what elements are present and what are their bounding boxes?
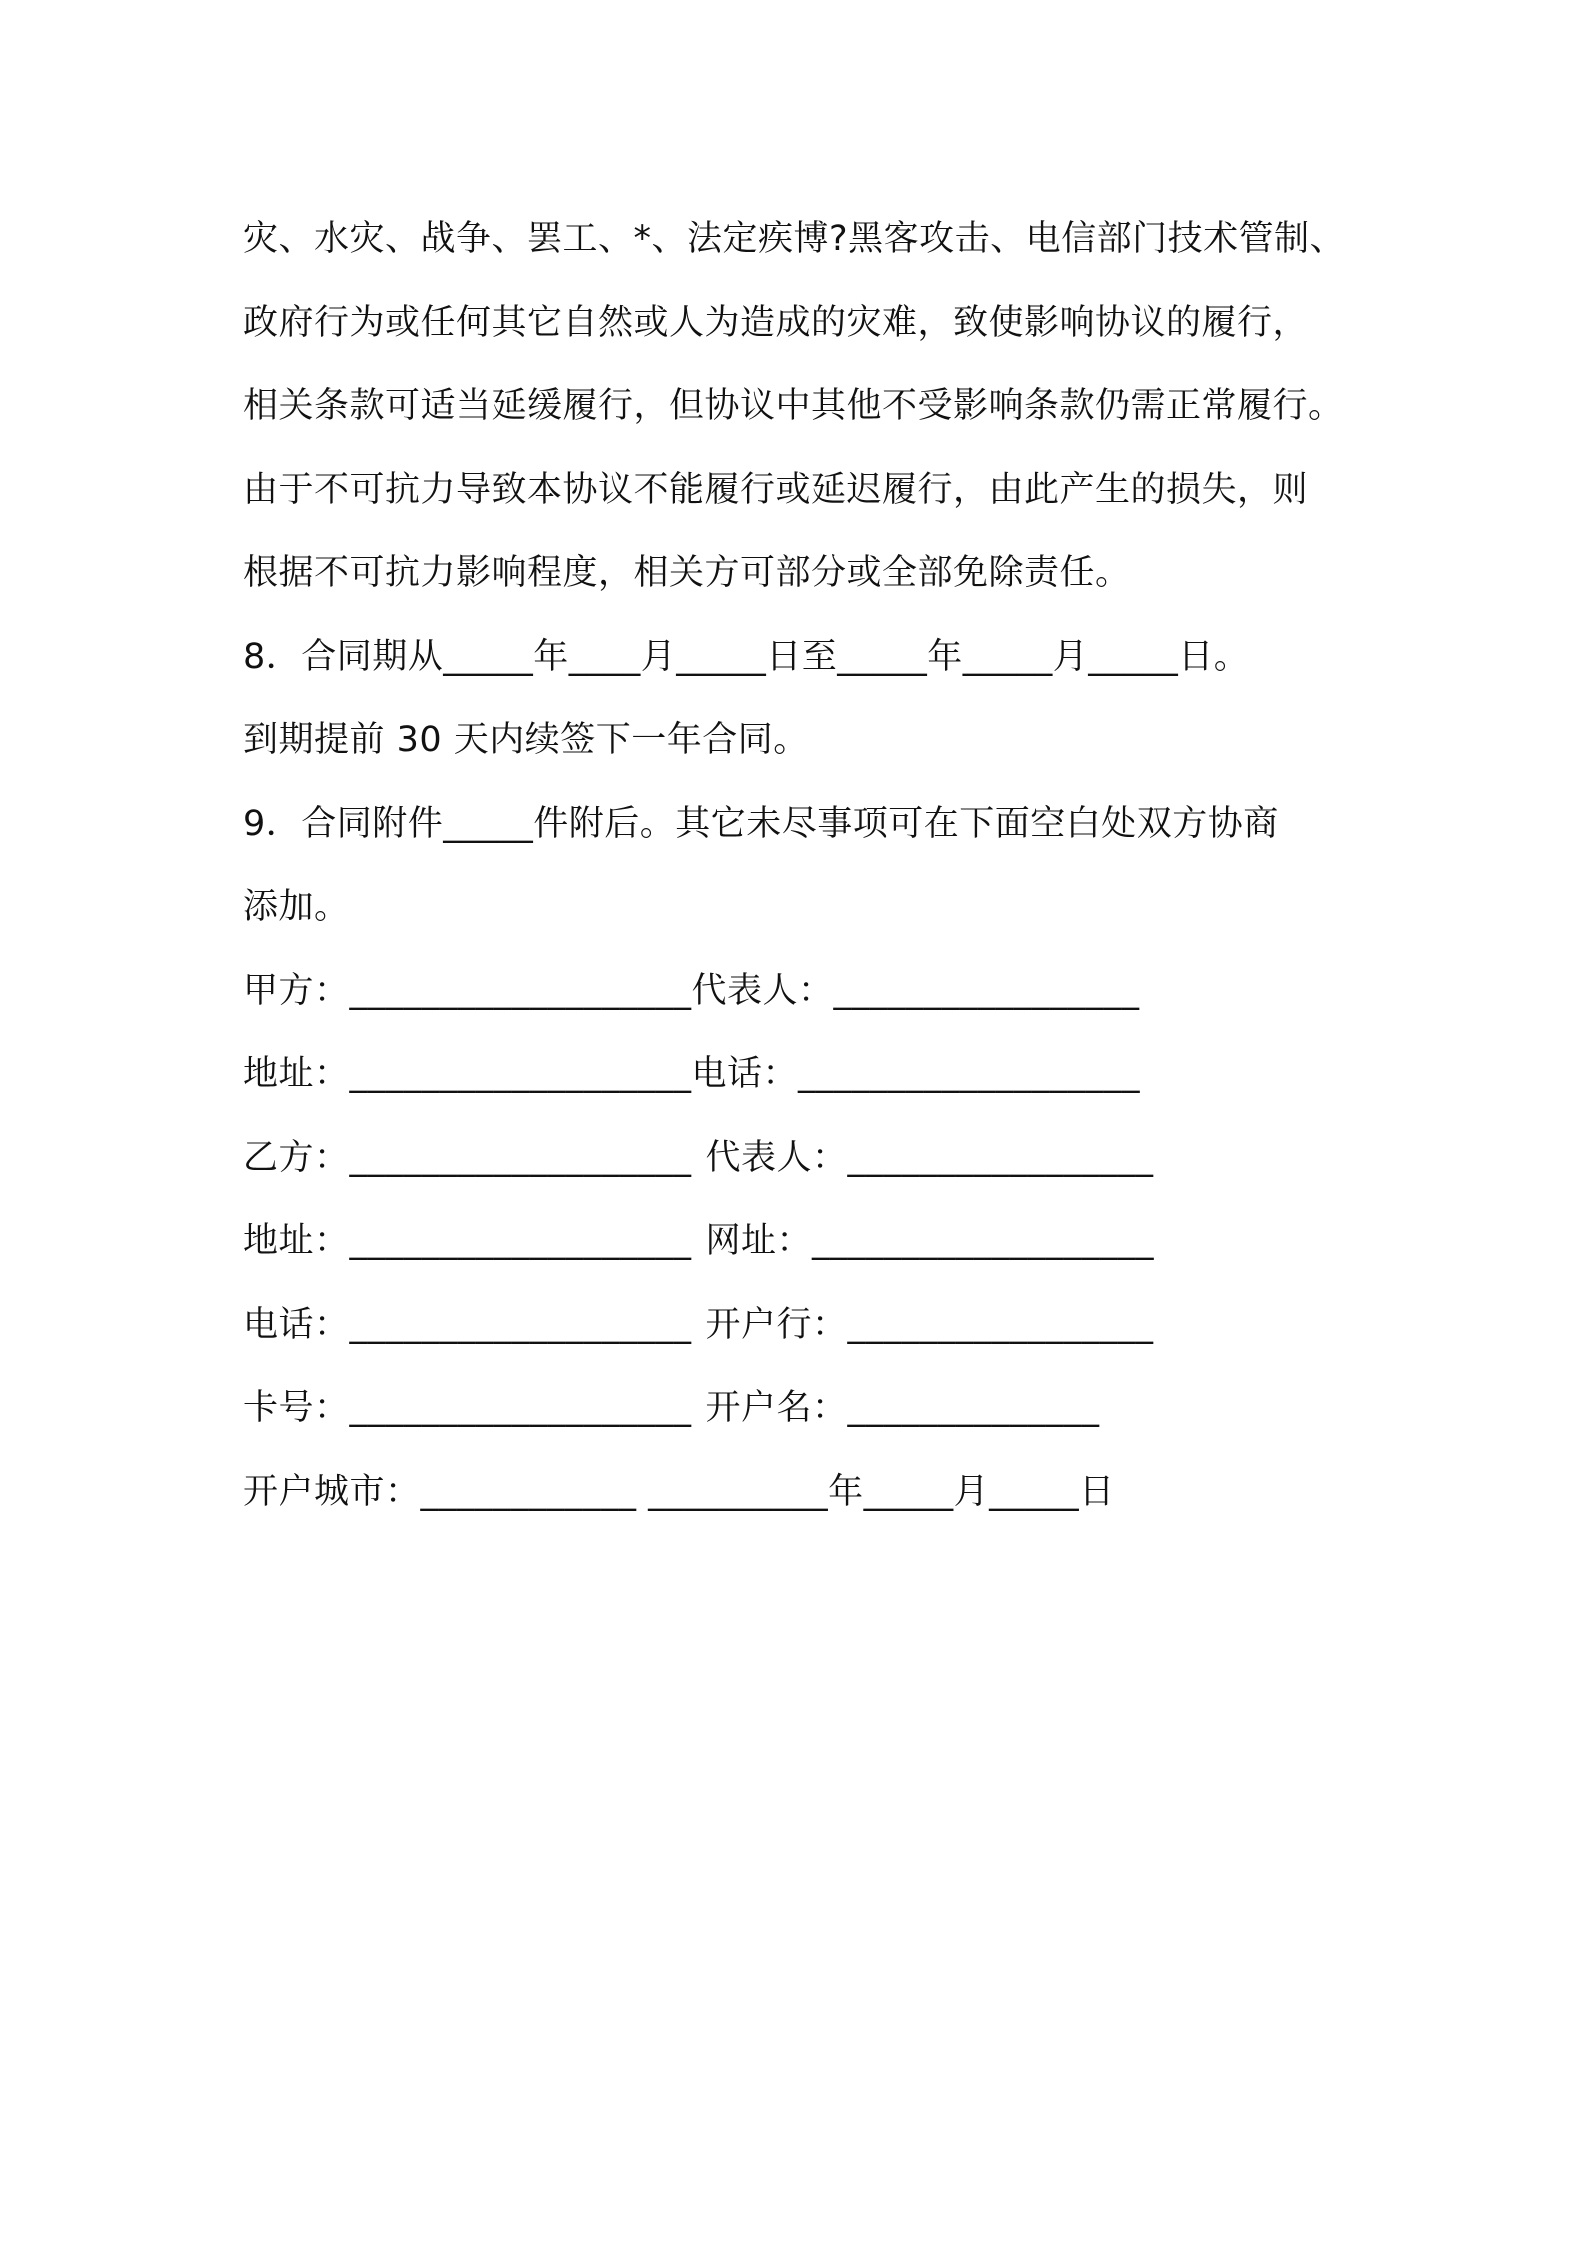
document-body [243,198,1403,1534]
party-a-name-line: 甲方：___________________代表人：_________________ [243,970,1140,1011]
party-b-card-line [243,1367,1403,1451]
force-majeure-line-5: 根据不可抗力影响程度，相关方可部分或全部免除责任。 [243,553,1131,593]
force-majeure-line-2: 政府行为或任何其它自然或人为造成的灾难，致使影响协议的履行， [243,302,1309,343]
party-b-phone-field: 电话：___________________ [243,1304,692,1345]
party-b-address-field: 地址：___________________ [243,1221,692,1261]
party-b-name-line [243,1117,1403,1201]
party-b-website-field: 网址：___________________ [705,1221,1155,1261]
party-b-phone-line [243,1284,1403,1368]
clause-9-attachments: 9．合同附件_____件附后。其它未尽事项可在下面空白处双方协商 [243,803,1279,844]
force-majeure-line-3: 相关条款可适当延缓履行，但协议中其他不受影响条款仍需正常履行。 [243,386,1344,426]
clause-9-continuation: 添加。 [243,887,350,927]
party-b-account-name-field: 开户名：______________ [705,1388,1100,1428]
force-majeure-line-1: 灾、水灾、战争、罢工、*、法定疾博?黑客攻击、电信部门技术管制、 [243,219,1346,259]
party-b-city-date-line: 开户城市：____________ __________年_____月_____日 [243,1471,1115,1512]
party-b-representative-field: 代表人：_________________ [705,1137,1154,1178]
clause-8-renewal: 到期提前 30 天内续签下一年合同。 [243,720,809,760]
party-b-name-field: 乙方：___________________ [243,1137,692,1178]
force-majeure-line-4: 由于不可抗力导致本协议不能履行或延迟履行，由此产生的损失，则 [243,469,1309,510]
party-b-bank-field: 开户行：_________________ [705,1304,1154,1345]
clause-8-contract-period: 8．合同期从_____年____月_____日至_____年_____月_____日。 [243,636,1250,677]
party-b-card-field: 卡号：___________________ [243,1388,692,1428]
party-b-address-line [243,1200,1403,1284]
party-a-address-line: 地址：___________________电话：___________________ [243,1054,1141,1094]
